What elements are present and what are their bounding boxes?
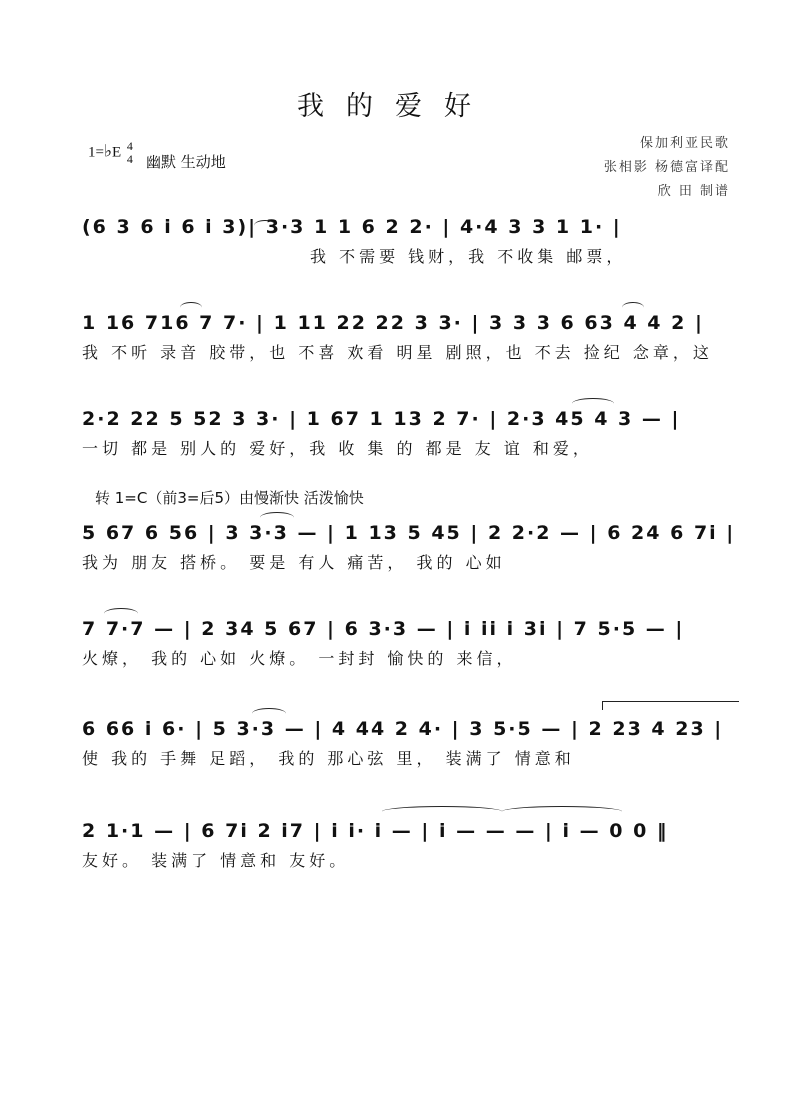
- slur: [572, 398, 614, 409]
- notation-line: [82, 508, 742, 542]
- key-signature: [88, 140, 133, 166]
- lyrics-line: 友好。 装满了 情意和 友好。: [82, 851, 350, 870]
- credit-origin: 保加利亚民歌: [639, 136, 730, 151]
- notation-text: 2·2 22 5 52 3 3· | 1 67 1 13 2 7· | 2·3 45 4 3 — |: [82, 408, 681, 430]
- slur: [180, 302, 202, 313]
- notation-text: (6 3 6 i 6 i 3)| 3·3 1 1 6 2 2· | 4·4 3 3 1 1· |: [82, 216, 622, 238]
- notation-line: [82, 604, 742, 638]
- slur: [502, 806, 622, 817]
- notation-text: 7 7·7 — | 2 34 5 67 | 6 3·3 — | i ii i 3i | 7 5·5 — |: [82, 618, 685, 640]
- lyrics-line: 使 我的 手舞 足蹈， 我的 那心弦 里， 装满了 情意和: [82, 749, 575, 768]
- lyrics-line: 火燎， 我的 心如 火燎。 一封封 愉快的 来信，: [82, 649, 517, 668]
- flat-sign: ♭: [103, 141, 112, 161]
- slur: [252, 708, 286, 719]
- score-row-3: [82, 394, 742, 458]
- time-bottom: 4: [126, 152, 133, 166]
- slur: [260, 512, 294, 523]
- slur: [104, 608, 138, 619]
- key-letter: E: [112, 144, 122, 161]
- notation-text: 6 66 i 6· | 5 3·3 — | 4 44 2 4· | 3 5·5 — | 2 23 4 23 |: [82, 718, 724, 740]
- credit-translators: 张相影 杨德富译配: [603, 160, 730, 175]
- notation-text: 2 1·1 — | 6 7i 2 i7 | i i· i — | i — — — | i — 0 0 ‖: [82, 820, 669, 842]
- score-row-6: [82, 704, 742, 768]
- score-row-7: [82, 806, 742, 870]
- notation-line: [82, 202, 742, 236]
- notation-line: [82, 394, 742, 428]
- modulation-marking: 转 1=C（前3=后5）由慢渐快 活泼愉快: [95, 489, 364, 507]
- song-title: 我的爱好: [297, 91, 493, 122]
- notation-line: [82, 806, 742, 840]
- key-label: 1=: [88, 144, 104, 161]
- time-signature: [127, 140, 133, 166]
- notation-line: [82, 704, 742, 738]
- notation-text: 5 67 6 56 | 3 3·3 — | 1 13 5 45 | 2 2·2 — | 6 24 6 7i |: [82, 522, 736, 544]
- slur: [622, 302, 644, 313]
- lyrics-line: 一切 都是 别人的 爱好，我 收 集 的 都是 友 谊 和爱，: [82, 439, 593, 458]
- score-row-5: [82, 604, 742, 668]
- lyrics-line: 我 不需要 钱财，我 不收集 邮票，: [310, 247, 627, 266]
- score-row-1: [82, 202, 742, 266]
- lyrics-line: 我 不听 录音 胶带，也 不喜 欢看 明星 剧照，也 不去 捡纪 念章，这: [82, 343, 713, 362]
- score-row-2: [82, 298, 742, 362]
- notation-text: 1 16 716 7 7· | 1 11 22 22 3 3· | 3 3 3 6 63 4 4 2 |: [82, 312, 704, 334]
- tempo-marking: 幽默 生动地: [146, 153, 226, 171]
- slur: [254, 220, 276, 231]
- slur: [382, 806, 502, 817]
- notation-line: [82, 298, 742, 332]
- lyrics-line: 我为 朋友 搭桥。 要是 有人 痛苦， 我的 心如: [82, 553, 506, 572]
- score-row-4: [82, 508, 742, 572]
- time-top: 4: [126, 139, 133, 153]
- credit-transcriber: 欣 田 制谱: [657, 184, 730, 199]
